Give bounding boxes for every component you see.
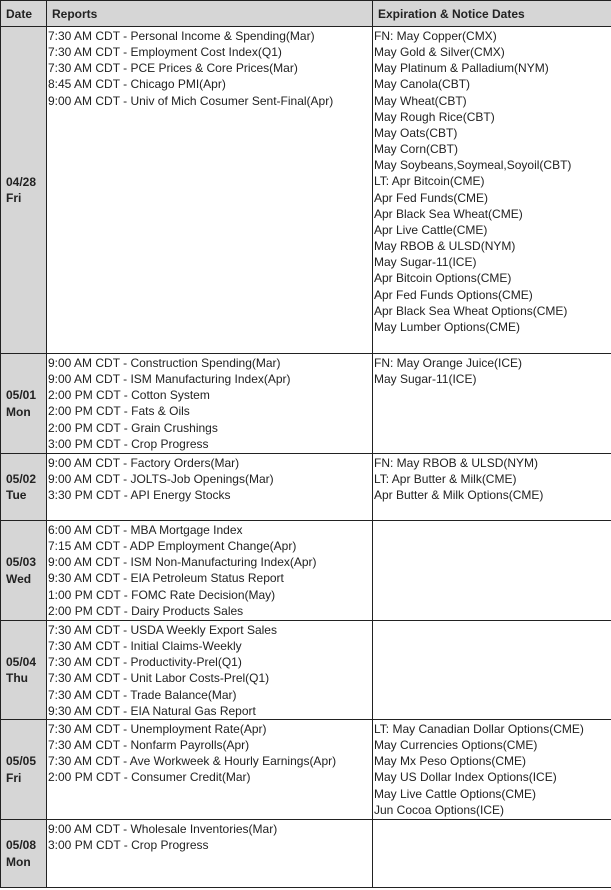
date-cell (1, 354, 47, 454)
expiration-cell (373, 820, 611, 888)
expiration-item: May Corn(CBT) (374, 142, 459, 157)
report-item: 2:00 PM CDT - Dairy Products Sales (48, 603, 244, 618)
expiration-item: Apr Fed Funds Options(CME) (374, 287, 533, 302)
expiration-cell (373, 720, 611, 820)
expiration-item: May Live Cattle Options(CME) (374, 786, 537, 801)
expiration-item: May Sugar-11(ICE) (374, 255, 477, 270)
expiration-item: FN: May Orange Juice(ICE) (374, 356, 523, 370)
date-label: 05/02 (6, 471, 37, 486)
expiration-item: May Rough Rice(CBT) (374, 109, 495, 124)
report-item: 7:30 AM CDT - Employment Cost Index(Q1) (48, 45, 282, 60)
expiration-item: May Sugar-11(ICE) (374, 372, 477, 387)
date-label: 05/08 (6, 838, 37, 853)
report-item: 9:00 AM CDT - Wholesale Inventories(Mar) (48, 822, 278, 836)
weekday-label: Tue (6, 488, 27, 502)
expiration-item: May RBOB & ULSD(NYM) (374, 239, 516, 254)
expiration-item: Apr Black Sea Wheat Options(CME) (374, 303, 568, 318)
report-item: 1:00 PM CDT - FOMC Rate Decision(May) (48, 587, 276, 602)
report-item: 7:30 AM CDT - Initial Claims-Weekly (48, 639, 242, 654)
header-reports: Reports (47, 1, 373, 27)
expiration-item: LT: Apr Bitcoin(CME) (374, 174, 485, 189)
header-row (1, 1, 611, 27)
report-item: 3:00 PM CDT - Crop Progress (48, 838, 209, 853)
report-item: 7:30 AM CDT - Unemployment Rate(Apr) (48, 722, 267, 736)
expiration-item: LT: May Canadian Dollar Options(CME) (374, 722, 584, 736)
reports-cell (47, 820, 373, 888)
date-cell (1, 820, 47, 888)
expiration-item: Apr Black Sea Wheat(CME) (374, 206, 523, 221)
date-label: 05/05 (6, 754, 37, 769)
report-item: 9:00 AM CDT - Factory Orders(Mar) (48, 456, 240, 470)
date-label: 05/03 (6, 555, 37, 570)
report-item: 3:30 PM CDT - API Energy Stocks (48, 488, 231, 503)
reports-cell (47, 720, 373, 820)
weekday-label: Fri (6, 191, 22, 205)
expiration-item: LT: Apr Butter & Milk(CME) (374, 472, 517, 487)
expiration-item: FN: May Copper(CMX) (374, 29, 497, 43)
calendar-row (1, 820, 611, 888)
report-item: 7:30 AM CDT - USDA Weekly Export Sales (48, 623, 277, 637)
header-expiration: Expiration & Notice Dates (373, 1, 611, 27)
date-label: 05/01 (6, 388, 37, 403)
report-item: 2:00 PM CDT - Fats & Oils (48, 404, 190, 419)
report-item: 9:00 AM CDT - ISM Non-Manufacturing Index(Apr) (48, 555, 317, 570)
expiration-cell (373, 354, 611, 454)
report-item: 9:00 AM CDT - Construction Spending(Mar) (48, 356, 281, 370)
expiration-item: May Canola(CBT) (374, 77, 471, 92)
calendar-row (1, 454, 611, 521)
expiration-item: Jun Cocoa Options(ICE) (374, 802, 505, 817)
report-item: 7:15 AM CDT - ADP Employment Change(Apr) (48, 539, 297, 554)
weekday-label: Wed (6, 571, 32, 586)
report-item: 3:00 PM CDT - Crop Progress (48, 436, 209, 451)
reports-cell (47, 521, 373, 621)
header-date: Date (1, 1, 47, 27)
date-label: 05/04 (6, 654, 37, 669)
reports-cell (47, 454, 373, 521)
calendar-row (1, 621, 611, 720)
report-item: 9:00 AM CDT - ISM Manufacturing Index(Apr) (48, 372, 291, 387)
report-item: 9:00 AM CDT - Univ of Mich Cosumer Sent-Final(Apr) (48, 93, 334, 108)
expiration-cell (373, 521, 611, 621)
date-cell (1, 720, 47, 820)
date-cell (1, 454, 47, 521)
report-item: 9:30 AM CDT - EIA Natural Gas Report (48, 703, 256, 718)
weekday-label: Mon (6, 404, 31, 419)
expiration-item: Apr Butter & Milk Options(CME) (374, 488, 544, 503)
expiration-item: May Soybeans,Soymeal,Soyoil(CBT) (374, 158, 572, 173)
reports-cell (47, 621, 373, 720)
report-item: 2:00 PM CDT - Grain Crushings (48, 420, 218, 435)
report-item: 6:00 AM CDT - MBA Mortgage Index (48, 523, 243, 537)
report-item: 7:30 AM CDT - PCE Prices & Core Prices(Mar) (48, 61, 298, 76)
expiration-item: May Wheat(CBT) (374, 93, 467, 108)
expiration-item: May Lumber Options(CME) (374, 319, 521, 334)
reports-cell (47, 354, 373, 454)
report-item: 2:00 PM CDT - Cotton System (48, 388, 210, 403)
calendar-row (1, 720, 611, 820)
date-cell (1, 27, 47, 354)
calendar-body (1, 27, 611, 888)
expiration-item: Apr Fed Funds(CME) (374, 190, 489, 205)
expiration-item: FN: May RBOB & ULSD(NYM) (374, 456, 539, 470)
report-item: 2:00 PM CDT - Consumer Credit(Mar) (48, 770, 251, 785)
expiration-item: May Currencies Options(CME) (374, 738, 538, 753)
expiration-item: Apr Live Cattle(CME) (374, 222, 488, 237)
report-item: 7:30 AM CDT - Nonfarm Payrolls(Apr) (48, 738, 250, 753)
expiration-item: Apr Bitcoin Options(CME) (374, 271, 512, 286)
reports-cell (47, 27, 373, 354)
weekday-label: Mon (6, 854, 31, 869)
report-item: 7:30 AM CDT - Trade Balance(Mar) (48, 687, 237, 702)
weekday-label: Thu (6, 671, 28, 685)
date-cell (1, 521, 47, 621)
date-label: 04/28 (6, 174, 37, 189)
report-item: 7:30 AM CDT - Productivity-Prel(Q1) (48, 655, 242, 670)
expiration-cell (373, 621, 611, 720)
calendar-row (1, 27, 611, 354)
report-item: 7:30 AM CDT - Ave Workweek & Hourly Earnings(Apr) (48, 754, 337, 769)
calendar-row (1, 521, 611, 621)
report-item: 8:45 AM CDT - Chicago PMI(Apr) (48, 77, 226, 92)
date-cell (1, 621, 47, 720)
expiration-cell (373, 27, 611, 354)
report-item: 7:30 AM CDT - Personal Income & Spending(Mar) (48, 29, 315, 43)
report-item: 9:30 AM CDT - EIA Petroleum Status Report (48, 571, 284, 586)
calendar-row (1, 354, 611, 454)
expiration-item: May Gold & Silver(CMX) (374, 45, 505, 60)
expiration-item: May Platinum & Palladium(NYM) (374, 61, 549, 76)
report-item: 7:30 AM CDT - Unit Labor Costs-Prel(Q1) (48, 671, 270, 686)
expiration-item: May Mx Peso Options(CME) (374, 754, 527, 769)
expiration-item: May US Dollar Index Options(ICE) (374, 770, 557, 785)
expiration-item: May Oats(CBT) (374, 125, 458, 140)
report-item: 9:00 AM CDT - JOLTS-Job Openings(Mar) (48, 472, 274, 487)
weekday-label: Fri (6, 770, 22, 785)
expiration-cell (373, 454, 611, 521)
